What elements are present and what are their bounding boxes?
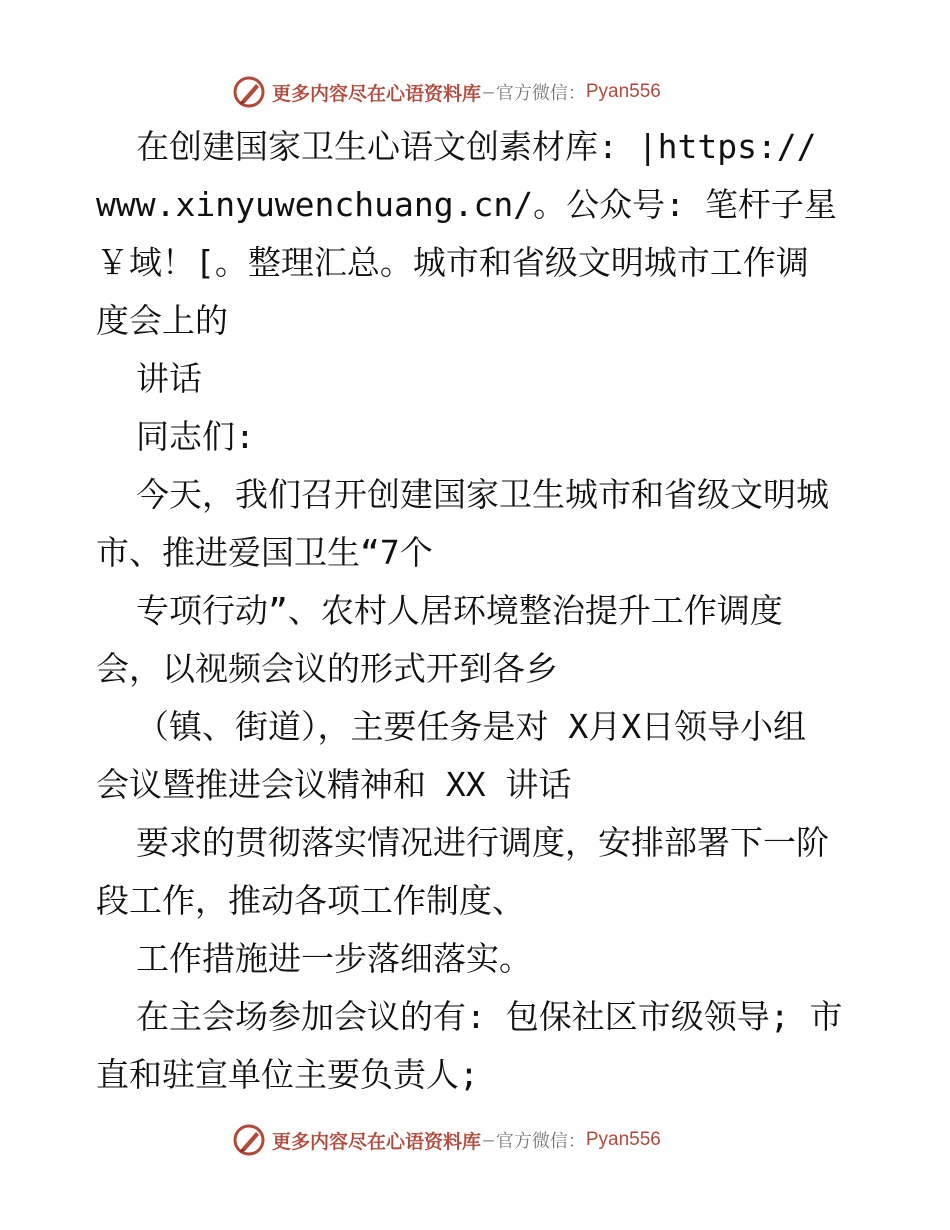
banner-wechat-id: Pyan556 [585,81,661,102]
body-line: 要求的贯彻落实情况进行调度，安排部署下一阶 [136,823,829,862]
header-banner [232,72,661,112]
body-line: 同志们: [136,417,255,456]
banner-wechat-label: 官方微信： [495,83,586,104]
banner-site-name: 更多内容尽在心语资料库 [272,82,482,105]
body-line: 度会上的 [96,301,228,340]
body-line: 段工作，推动各项工作制度、 [96,881,525,920]
body-line: 专项行动”、农村人居环境整治提升工作调度 [136,591,783,630]
footer-banner [232,1120,661,1160]
banner-dash: — [483,81,494,103]
body-line: 在主会场参加会议的有: 包保社区市级领导; 市 [136,997,843,1036]
body-line: ￥域！[。整理汇总。城市和省级文明城市工作调 [96,243,809,282]
body-line: 市、推进爱国卫生“7个 [96,533,433,572]
banner-site-name: 更多内容尽在心语资料库 [272,1130,482,1153]
banner-dash: — [483,1129,494,1151]
banner-wechat-id: Pyan556 [585,1129,661,1150]
body-line: 会议暨推进会议精神和 XX 讲话 [96,765,572,804]
body-line: 工作措施进一步落细落实。 [136,939,532,978]
pen-logo-icon [232,75,266,109]
body-line: 在创建国家卫生心语文创素材库: |https:// [136,127,817,166]
body-line: 直和驻宣单位主要负责人; [96,1055,479,1094]
banner-wechat-label: 官方微信： [495,1131,586,1152]
pen-logo-icon [232,1123,266,1157]
body-line: 讲话 [136,359,202,398]
body-line: 今天，我们召开创建国家卫生城市和省级文明城 [136,475,829,514]
document-body [96,118,886,1104]
body-line: （镇、街道），主要任务是对 X月X日领导小组 [136,707,807,746]
body-line: 会，以视频会议的形式开到各乡 [96,649,558,688]
body-line: www.xinyuwenchuang.cn/。公众号: 笔杆子星 [96,185,837,224]
